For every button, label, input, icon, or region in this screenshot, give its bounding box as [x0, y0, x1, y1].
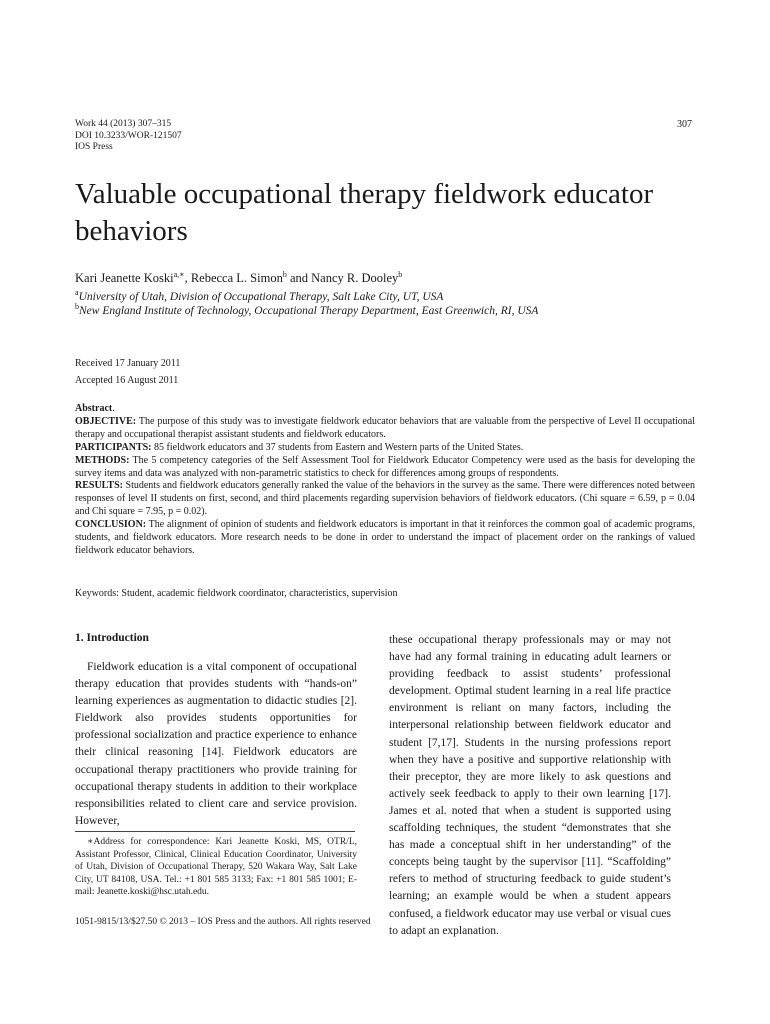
copyright-footer: 1051-9815/13/$27.50 © 2013 – IOS Press and the authors. All rights reserved [75, 917, 371, 927]
abstract-label: RESULTS: [75, 480, 123, 492]
author-name: Rebecca L. Simon [190, 271, 283, 285]
section-heading-introduction: 1. Introduction [75, 632, 149, 644]
journal-citation: Work 44 (2013) 307–315 [75, 119, 172, 129]
correspondence-footnote: ∗Address for correspondence: Kari Jeanette Koski, MS, OTR/L, Assistant Professor, Clinical, Clinical Education Coordinator, University of Utah, Division of Occupational Therapy, 520 Wakara Way, Salt Lake City, UT 84108, USA. Tel.: +1 801 585 3133; Fax: +1 801 585 1001; E-mail: Jeanette.koski@hsc.utah.edu. [75, 837, 357, 898]
abstract-label: CONCLUSION: [75, 519, 147, 531]
abstract-methods [75, 455, 695, 481]
affiliation-text: University of Utah, Division of Occupational Therapy, Salt Lake City, UT, USA [78, 291, 444, 303]
abstract-text: Students and fieldwork educators generally ranked the value of the behaviors in the survey as the same. There were differences noted between responses of level II students on first, second, and third placements regarding supervision behaviors of fieldwork educators. (Chi square = 6.59, p = 0.04 and Chi square = 7.95, p = 0.02). [75, 480, 695, 518]
page-number: 307 [677, 119, 692, 130]
publisher: IOS Press [75, 142, 113, 152]
author-separator: and [286, 271, 312, 285]
author-name: Kari Jeanette Koski [75, 271, 174, 285]
author-list [75, 271, 402, 286]
author-mark: a,∗ [173, 269, 185, 279]
body-paragraph-left: Fieldwork education is a vital component of occupational therapy education that provides students with “hands-on” learning experiences as augmentation to didactic studies [2]. Fieldwork also provides students opportunities for professional socialization and practice experience to enhance their clinical reasoning [14]. Fieldwork educators are occupational therapy practitioners who provide training for occupational therapy students in addition to their workplace responsibilities related to client care and service provision. However, [75, 661, 357, 827]
affiliation-mark: a [75, 288, 79, 298]
article-dates [75, 355, 180, 389]
author-mark: b [282, 269, 287, 279]
abstract [75, 403, 695, 558]
abstract-heading: Abstract [75, 403, 113, 414]
article-title: Valuable occupational therapy fieldwork educator behaviors [75, 178, 654, 247]
abstract-objective [75, 416, 695, 442]
abstract-text: The 5 competency categories of the Self Assessment Tool for Fieldwork Educator Competency were used as the basis for developing the survey items and data was analyzed with non-parametric statistics to check for differences among groups of respondents. [75, 454, 695, 479]
abstract-label: PARTICIPANTS: [75, 441, 152, 453]
author-name: Nancy R. Dooley [311, 271, 399, 285]
keywords: Keywords: Student, academic fieldwork coordinator, characteristics, supervision [75, 588, 398, 599]
received-date: Received 17 January 2011 [75, 358, 181, 369]
affiliation-mark: b [75, 302, 79, 312]
abstract-participants [75, 442, 695, 455]
journal-header [75, 119, 182, 154]
affiliation-text: New England Institute of Technology, Occupational Therapy Department, East Greenwich, RI, USA [79, 305, 539, 317]
author-mark: b [398, 269, 403, 279]
affiliation [75, 302, 539, 317]
abstract-text: The alignment of opinion of students and fieldwork educators is important in that it reinforces the common goal of academic programs, students, and fieldwork educators. More research needs to be done in order to understand the impact of placement order on the rankings of valued fieldwork educator behaviors. [75, 519, 695, 556]
abstract-conclusion [75, 519, 695, 558]
abstract-text: The purpose of this study was to investigate fieldwork educator behaviors that are valuable from the perspective of Level II occupational therapy and occupational therapist assistant students and fieldwork educators. [75, 415, 695, 440]
affiliation [75, 288, 444, 303]
abstract-heading-punct: . [112, 403, 115, 414]
author-separator: , [184, 271, 191, 285]
accepted-date: Accepted 16 August 2011 [75, 375, 179, 386]
abstract-results [75, 480, 695, 519]
abstract-label: METHODS: [75, 454, 130, 466]
footnote-divider [75, 831, 355, 832]
body-paragraph-right: these occupational therapy professionals may or may not have had any formal training in educating adult learners or providing feedback to assist students’ professional development. Optimal student learning in a real life practice environment is reliant on many factors, including the interpersonal relationship between fieldwork educator and student [7,17]. Students in the nursing professions report when they have a positive and supportive relationship with their preceptor, they are more likely to ask questions and actively seek feedback to apply to their own learning [17]. James et al. noted that when a student is supported using scaffolding techniques, the student “demonstrates that she has made a conceptual shift in her understanding” of the concepts being taught by the supervisor [11]. “Scaffolding” refers to method of structuring feedback to guide student’s learning; an example would be when a student appears confused, a fieldwork educator may use verbal or visual cues to adapt an explanation. [389, 634, 671, 937]
abstract-label: OBJECTIVE: [75, 415, 137, 427]
abstract-heading-line [75, 403, 695, 416]
abstract-text: 85 fieldwork educators and 37 students from Eastern and Western parts of the United States. [151, 441, 524, 453]
doi: DOI 10.3233/WOR-121507 [75, 130, 182, 141]
